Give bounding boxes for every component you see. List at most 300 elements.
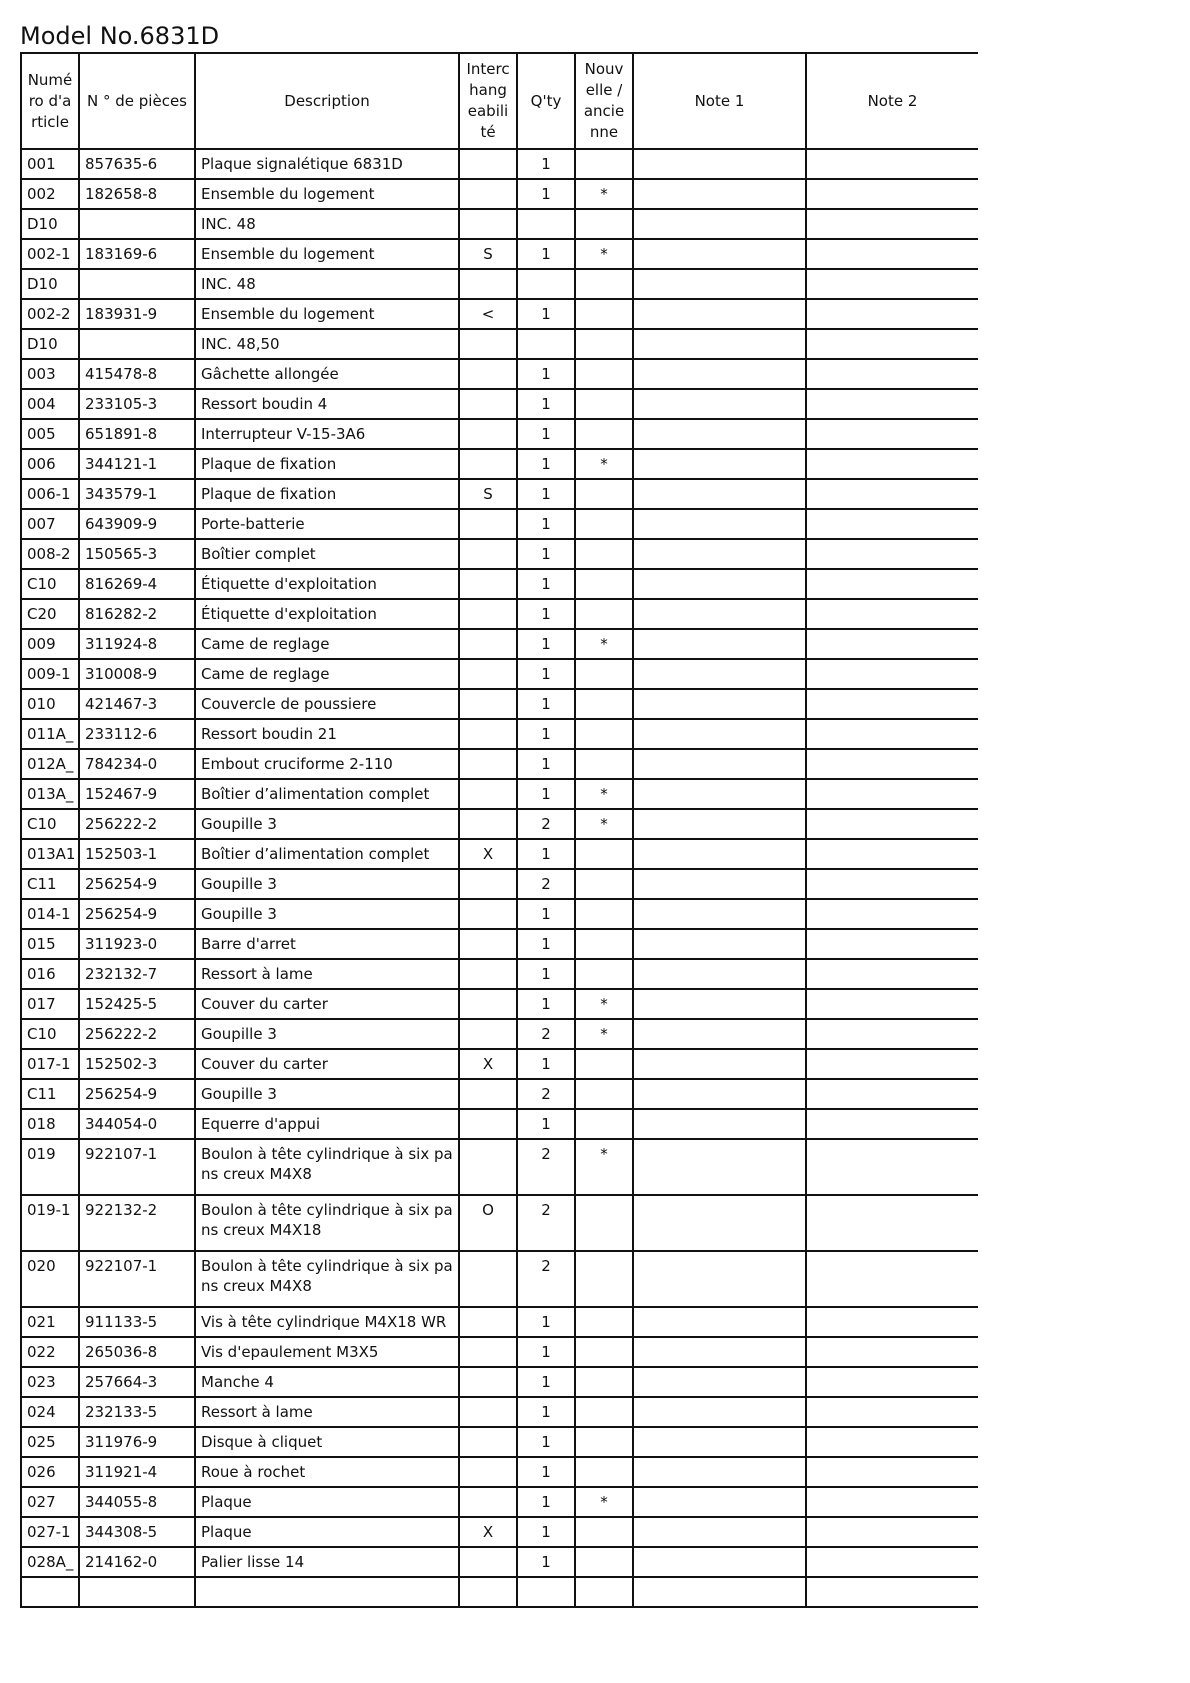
cell-note-2 xyxy=(806,749,978,779)
cell-note-2 xyxy=(806,629,978,659)
cell-part-number: 152467-9 xyxy=(79,779,195,809)
cell-part-number: 344308-5 xyxy=(79,1517,195,1547)
cell-note-1 xyxy=(633,359,806,389)
table-row xyxy=(21,1195,978,1251)
cell-quantity: 1 xyxy=(517,929,575,959)
cell-note-2 xyxy=(806,539,978,569)
cell-item-number: 001 xyxy=(21,149,79,179)
cell-description: INC. 48 xyxy=(195,269,459,299)
cell-note-1 xyxy=(633,719,806,749)
cell-new-old xyxy=(575,689,633,719)
cell-note-2 xyxy=(806,389,978,419)
cell-description: Ensemble du logement xyxy=(195,299,459,329)
cell-note-2 xyxy=(806,1307,978,1337)
cell-quantity: 1 xyxy=(517,1337,575,1367)
cell-note-1 xyxy=(633,1547,806,1577)
table-row xyxy=(21,149,978,179)
cell-interchangeability xyxy=(459,539,517,569)
cell-quantity: 2 xyxy=(517,1195,575,1251)
cell-note-2 xyxy=(806,449,978,479)
cell-note-1 xyxy=(633,839,806,869)
cell-interchangeability: X xyxy=(459,1517,517,1547)
cell-new-old xyxy=(575,1337,633,1367)
table-row xyxy=(21,899,978,929)
cell-quantity: 2 xyxy=(517,1019,575,1049)
cell-description: Embout cruciforme 2-110 xyxy=(195,749,459,779)
header-note-1: Note 1 xyxy=(633,53,806,149)
cell-note-2 xyxy=(806,599,978,629)
cell-description: Couver du carter xyxy=(195,1049,459,1079)
table-row xyxy=(21,479,978,509)
cell-note-1 xyxy=(633,1019,806,1049)
cell-interchangeability xyxy=(459,1079,517,1109)
cell-interchangeability xyxy=(459,989,517,1019)
cell-part-number: 152503-1 xyxy=(79,839,195,869)
cell-quantity: 1 xyxy=(517,539,575,569)
cell-item-number: 008-2 xyxy=(21,539,79,569)
cell-quantity xyxy=(517,209,575,239)
cell-item-number: C10 xyxy=(21,809,79,839)
cell-note-2 xyxy=(806,1251,978,1307)
cell-quantity: 2 xyxy=(517,809,575,839)
table-row xyxy=(21,749,978,779)
cell-note-2 xyxy=(806,149,978,179)
cell-quantity: 1 xyxy=(517,179,575,209)
cell-note-1 xyxy=(633,1139,806,1195)
cell-note-1 xyxy=(633,1195,806,1251)
cell-quantity: 1 xyxy=(517,479,575,509)
cell-quantity: 1 xyxy=(517,299,575,329)
cell-item-number: 010 xyxy=(21,689,79,719)
cell-note-2 xyxy=(806,479,978,509)
cell-note-1 xyxy=(633,299,806,329)
cell-note-1 xyxy=(633,179,806,209)
cell-part-number: 415478-8 xyxy=(79,359,195,389)
cell-item-number: 021 xyxy=(21,1307,79,1337)
cell-new-old: * xyxy=(575,809,633,839)
cell-empty xyxy=(517,1577,575,1607)
table-row xyxy=(21,959,978,989)
cell-part-number: 311921-4 xyxy=(79,1457,195,1487)
cell-description: Étiquette d'exploitation xyxy=(195,599,459,629)
table-row xyxy=(21,1079,978,1109)
cell-note-2 xyxy=(806,1457,978,1487)
cell-description: Gâchette allongée xyxy=(195,359,459,389)
cell-note-2 xyxy=(806,1367,978,1397)
parts-table xyxy=(20,52,978,1608)
table-row xyxy=(21,1251,978,1307)
cell-note-1 xyxy=(633,1427,806,1457)
cell-empty xyxy=(806,1577,978,1607)
cell-note-1 xyxy=(633,1109,806,1139)
cell-note-2 xyxy=(806,359,978,389)
cell-note-1 xyxy=(633,509,806,539)
cell-note-2 xyxy=(806,1517,978,1547)
cell-interchangeability xyxy=(459,269,517,299)
cell-quantity: 1 xyxy=(517,419,575,449)
cell-quantity: 1 xyxy=(517,1457,575,1487)
cell-description: Palier lisse 14 xyxy=(195,1547,459,1577)
cell-quantity: 1 xyxy=(517,1397,575,1427)
cell-new-old xyxy=(575,899,633,929)
cell-part-number: 784234-0 xyxy=(79,749,195,779)
cell-description: Vis à tête cylindrique M4X18 WR xyxy=(195,1307,459,1337)
cell-part-number: 256254-9 xyxy=(79,899,195,929)
cell-quantity: 1 xyxy=(517,959,575,989)
cell-part-number: 310008-9 xyxy=(79,659,195,689)
cell-note-2 xyxy=(806,239,978,269)
cell-interchangeability xyxy=(459,179,517,209)
cell-description: Came de reglage xyxy=(195,629,459,659)
cell-new-old: * xyxy=(575,1139,633,1195)
cell-item-number: 004 xyxy=(21,389,79,419)
cell-note-1 xyxy=(633,749,806,779)
cell-note-1 xyxy=(633,989,806,1019)
cell-part-number: 922107-1 xyxy=(79,1251,195,1307)
cell-description: Manche 4 xyxy=(195,1367,459,1397)
cell-note-2 xyxy=(806,689,978,719)
table-row xyxy=(21,1487,978,1517)
cell-quantity: 1 xyxy=(517,1427,575,1457)
cell-interchangeability xyxy=(459,449,517,479)
cell-interchangeability xyxy=(459,389,517,419)
parts-table-container xyxy=(20,52,978,1683)
table-row xyxy=(21,389,978,419)
cell-interchangeability xyxy=(459,659,517,689)
cell-interchangeability xyxy=(459,1367,517,1397)
cell-new-old xyxy=(575,209,633,239)
cell-note-2 xyxy=(806,1019,978,1049)
cell-quantity: 1 xyxy=(517,1367,575,1397)
cell-part-number: 643909-9 xyxy=(79,509,195,539)
cell-item-number: 002-1 xyxy=(21,239,79,269)
cell-note-2 xyxy=(806,569,978,599)
cell-note-2 xyxy=(806,269,978,299)
cell-quantity: 2 xyxy=(517,1251,575,1307)
cell-item-number: 028A_ xyxy=(21,1547,79,1577)
cell-item-number: 027 xyxy=(21,1487,79,1517)
cell-new-old xyxy=(575,269,633,299)
cell-part-number: 651891-8 xyxy=(79,419,195,449)
cell-description: Goupille 3 xyxy=(195,809,459,839)
cell-quantity: 1 xyxy=(517,449,575,479)
cell-description: Goupille 3 xyxy=(195,899,459,929)
cell-quantity: 1 xyxy=(517,149,575,179)
cell-part-number: 816269-4 xyxy=(79,569,195,599)
cell-description: Couvercle de poussiere xyxy=(195,689,459,719)
cell-new-old xyxy=(575,599,633,629)
cell-item-number: 026 xyxy=(21,1457,79,1487)
table-row xyxy=(21,1457,978,1487)
cell-new-old: * xyxy=(575,179,633,209)
cell-description: Ressort boudin 4 xyxy=(195,389,459,419)
cell-note-1 xyxy=(633,1397,806,1427)
cell-new-old xyxy=(575,359,633,389)
cell-interchangeability xyxy=(459,809,517,839)
cell-quantity: 1 xyxy=(517,239,575,269)
cell-part-number: 344054-0 xyxy=(79,1109,195,1139)
cell-interchangeability xyxy=(459,599,517,629)
cell-description: Vis d'epaulement M3X5 xyxy=(195,1337,459,1367)
header-description: Description xyxy=(195,53,459,149)
cell-quantity: 1 xyxy=(517,989,575,1019)
cell-note-2 xyxy=(806,719,978,749)
cell-part-number: 256254-9 xyxy=(79,1079,195,1109)
cell-empty xyxy=(459,1577,517,1607)
cell-new-old xyxy=(575,419,633,449)
cell-part-number: 152502-3 xyxy=(79,1049,195,1079)
cell-quantity xyxy=(517,269,575,299)
cell-part-number: 214162-0 xyxy=(79,1547,195,1577)
cell-interchangeability: S xyxy=(459,239,517,269)
cell-quantity: 2 xyxy=(517,1139,575,1195)
cell-note-1 xyxy=(633,629,806,659)
table-row-empty xyxy=(21,1577,978,1607)
cell-quantity: 1 xyxy=(517,1049,575,1079)
table-row xyxy=(21,779,978,809)
cell-part-number: 183169-6 xyxy=(79,239,195,269)
cell-description: Couver du carter xyxy=(195,989,459,1019)
cell-note-2 xyxy=(806,419,978,449)
cell-interchangeability xyxy=(459,929,517,959)
cell-note-2 xyxy=(806,209,978,239)
cell-note-1 xyxy=(633,269,806,299)
cell-quantity: 1 xyxy=(517,1487,575,1517)
cell-description: Boulon à tête cylindrique à six pans creux M4X8 xyxy=(195,1139,459,1195)
cell-interchangeability: X xyxy=(459,839,517,869)
table-row xyxy=(21,359,978,389)
table-row xyxy=(21,839,978,869)
cell-empty xyxy=(195,1577,459,1607)
cell-note-2 xyxy=(806,179,978,209)
cell-new-old xyxy=(575,329,633,359)
cell-new-old xyxy=(575,1457,633,1487)
table-row xyxy=(21,1397,978,1427)
cell-part-number: 233112-6 xyxy=(79,719,195,749)
header-note-2: Note 2 xyxy=(806,53,978,149)
cell-description: Porte-batterie xyxy=(195,509,459,539)
cell-new-old xyxy=(575,1517,633,1547)
cell-quantity: 1 xyxy=(517,749,575,779)
cell-new-old xyxy=(575,749,633,779)
table-body xyxy=(21,149,978,1607)
cell-note-1 xyxy=(633,479,806,509)
table-row xyxy=(21,539,978,569)
cell-note-2 xyxy=(806,299,978,329)
cell-note-1 xyxy=(633,539,806,569)
header-part-number: N ° de pièces xyxy=(79,53,195,149)
cell-note-1 xyxy=(633,929,806,959)
table-row xyxy=(21,1367,978,1397)
cell-interchangeability xyxy=(459,689,517,719)
cell-item-number: 019 xyxy=(21,1139,79,1195)
cell-description: Interrupteur V-15-3A6 xyxy=(195,419,459,449)
cell-item-number: 019-1 xyxy=(21,1195,79,1251)
page-title: Model No.6831D xyxy=(20,22,220,50)
cell-interchangeability xyxy=(459,1019,517,1049)
table-row xyxy=(21,929,978,959)
cell-note-2 xyxy=(806,1337,978,1367)
cell-note-2 xyxy=(806,1195,978,1251)
cell-note-1 xyxy=(633,1517,806,1547)
table-row xyxy=(21,419,978,449)
header-item-number: Numéro d'article xyxy=(21,53,79,149)
cell-item-number: 011A_ xyxy=(21,719,79,749)
cell-part-number: 256254-9 xyxy=(79,869,195,899)
cell-item-number: 002-2 xyxy=(21,299,79,329)
cell-description: Étiquette d'exploitation xyxy=(195,569,459,599)
cell-empty xyxy=(79,1577,195,1607)
cell-item-number: 017 xyxy=(21,989,79,1019)
cell-new-old xyxy=(575,1307,633,1337)
cell-description: Ensemble du logement xyxy=(195,239,459,269)
table-row xyxy=(21,659,978,689)
cell-interchangeability xyxy=(459,359,517,389)
cell-empty xyxy=(633,1577,806,1607)
cell-quantity: 1 xyxy=(517,1307,575,1337)
cell-item-number: C11 xyxy=(21,1079,79,1109)
cell-quantity: 1 xyxy=(517,359,575,389)
cell-note-2 xyxy=(806,929,978,959)
cell-quantity: 1 xyxy=(517,779,575,809)
cell-item-number: 007 xyxy=(21,509,79,539)
cell-interchangeability xyxy=(459,749,517,779)
cell-note-1 xyxy=(633,1367,806,1397)
cell-note-1 xyxy=(633,569,806,599)
cell-interchangeability xyxy=(459,1337,517,1367)
cell-note-2 xyxy=(806,1139,978,1195)
cell-part-number: 182658-8 xyxy=(79,179,195,209)
cell-new-old xyxy=(575,1427,633,1457)
cell-note-1 xyxy=(633,1079,806,1109)
cell-interchangeability xyxy=(459,1251,517,1307)
table-row xyxy=(21,1547,978,1577)
cell-item-number: 002 xyxy=(21,179,79,209)
table-row xyxy=(21,599,978,629)
cell-interchangeability: X xyxy=(459,1049,517,1079)
cell-note-2 xyxy=(806,509,978,539)
cell-part-number xyxy=(79,269,195,299)
table-row xyxy=(21,689,978,719)
cell-part-number: 311976-9 xyxy=(79,1427,195,1457)
cell-interchangeability xyxy=(459,419,517,449)
cell-description: Goupille 3 xyxy=(195,869,459,899)
cell-note-1 xyxy=(633,209,806,239)
cell-note-1 xyxy=(633,239,806,269)
cell-new-old xyxy=(575,1109,633,1139)
cell-part-number: 344055-8 xyxy=(79,1487,195,1517)
cell-new-old xyxy=(575,299,633,329)
cell-part-number: 152425-5 xyxy=(79,989,195,1019)
cell-item-number: 023 xyxy=(21,1367,79,1397)
cell-item-number: 009-1 xyxy=(21,659,79,689)
table-row xyxy=(21,299,978,329)
cell-note-2 xyxy=(806,329,978,359)
cell-part-number: 256222-2 xyxy=(79,1019,195,1049)
cell-description: Came de reglage xyxy=(195,659,459,689)
cell-item-number: 017-1 xyxy=(21,1049,79,1079)
cell-quantity: 1 xyxy=(517,1109,575,1139)
cell-item-number: 005 xyxy=(21,419,79,449)
cell-item-number: 006 xyxy=(21,449,79,479)
cell-interchangeability xyxy=(459,779,517,809)
cell-description: Plaque xyxy=(195,1487,459,1517)
cell-item-number: D10 xyxy=(21,209,79,239)
cell-description: Barre d'arret xyxy=(195,929,459,959)
header-quantity: Q'ty xyxy=(517,53,575,149)
cell-new-old xyxy=(575,1049,633,1079)
cell-new-old xyxy=(575,1397,633,1427)
cell-note-2 xyxy=(806,1487,978,1517)
cell-quantity: 2 xyxy=(517,869,575,899)
cell-note-1 xyxy=(633,599,806,629)
cell-new-old xyxy=(575,719,633,749)
cell-item-number: C11 xyxy=(21,869,79,899)
cell-interchangeability xyxy=(459,209,517,239)
table-row xyxy=(21,1109,978,1139)
cell-quantity: 1 xyxy=(517,509,575,539)
table-row xyxy=(21,989,978,1019)
cell-note-2 xyxy=(806,869,978,899)
cell-note-1 xyxy=(633,149,806,179)
cell-note-1 xyxy=(633,659,806,689)
table-row xyxy=(21,1019,978,1049)
cell-interchangeability xyxy=(459,569,517,599)
cell-new-old xyxy=(575,1367,633,1397)
cell-note-2 xyxy=(806,1427,978,1457)
cell-interchangeability xyxy=(459,959,517,989)
cell-note-2 xyxy=(806,959,978,989)
cell-new-old xyxy=(575,1079,633,1109)
cell-description: Boîtier d’alimentation complet xyxy=(195,839,459,869)
cell-note-1 xyxy=(633,1049,806,1079)
cell-new-old: * xyxy=(575,1019,633,1049)
cell-description: Boulon à tête cylindrique à six pans creux M4X8 xyxy=(195,1251,459,1307)
table-row xyxy=(21,569,978,599)
cell-new-old xyxy=(575,659,633,689)
cell-new-old xyxy=(575,959,633,989)
cell-description: Boîtier complet xyxy=(195,539,459,569)
cell-item-number: C10 xyxy=(21,569,79,599)
table-row xyxy=(21,719,978,749)
cell-note-1 xyxy=(633,809,806,839)
cell-interchangeability: S xyxy=(459,479,517,509)
cell-part-number: 311924-8 xyxy=(79,629,195,659)
cell-part-number: 911133-5 xyxy=(79,1307,195,1337)
header-interchangeability: Interchangeabilité xyxy=(459,53,517,149)
cell-new-old xyxy=(575,479,633,509)
table-row xyxy=(21,1337,978,1367)
cell-part-number: 232132-7 xyxy=(79,959,195,989)
cell-note-2 xyxy=(806,1547,978,1577)
cell-note-1 xyxy=(633,419,806,449)
cell-part-number: 421467-3 xyxy=(79,689,195,719)
cell-new-old xyxy=(575,839,633,869)
table-row xyxy=(21,179,978,209)
cell-new-old xyxy=(575,1251,633,1307)
cell-description: Equerre d'appui xyxy=(195,1109,459,1139)
table-row xyxy=(21,1307,978,1337)
cell-part-number: 922107-1 xyxy=(79,1139,195,1195)
cell-note-1 xyxy=(633,1457,806,1487)
table-row xyxy=(21,1049,978,1079)
cell-description: Boîtier d’alimentation complet xyxy=(195,779,459,809)
cell-description: Disque à cliquet xyxy=(195,1427,459,1457)
cell-note-1 xyxy=(633,1337,806,1367)
cell-item-number: 024 xyxy=(21,1397,79,1427)
cell-description: Roue à rochet xyxy=(195,1457,459,1487)
cell-interchangeability xyxy=(459,1139,517,1195)
